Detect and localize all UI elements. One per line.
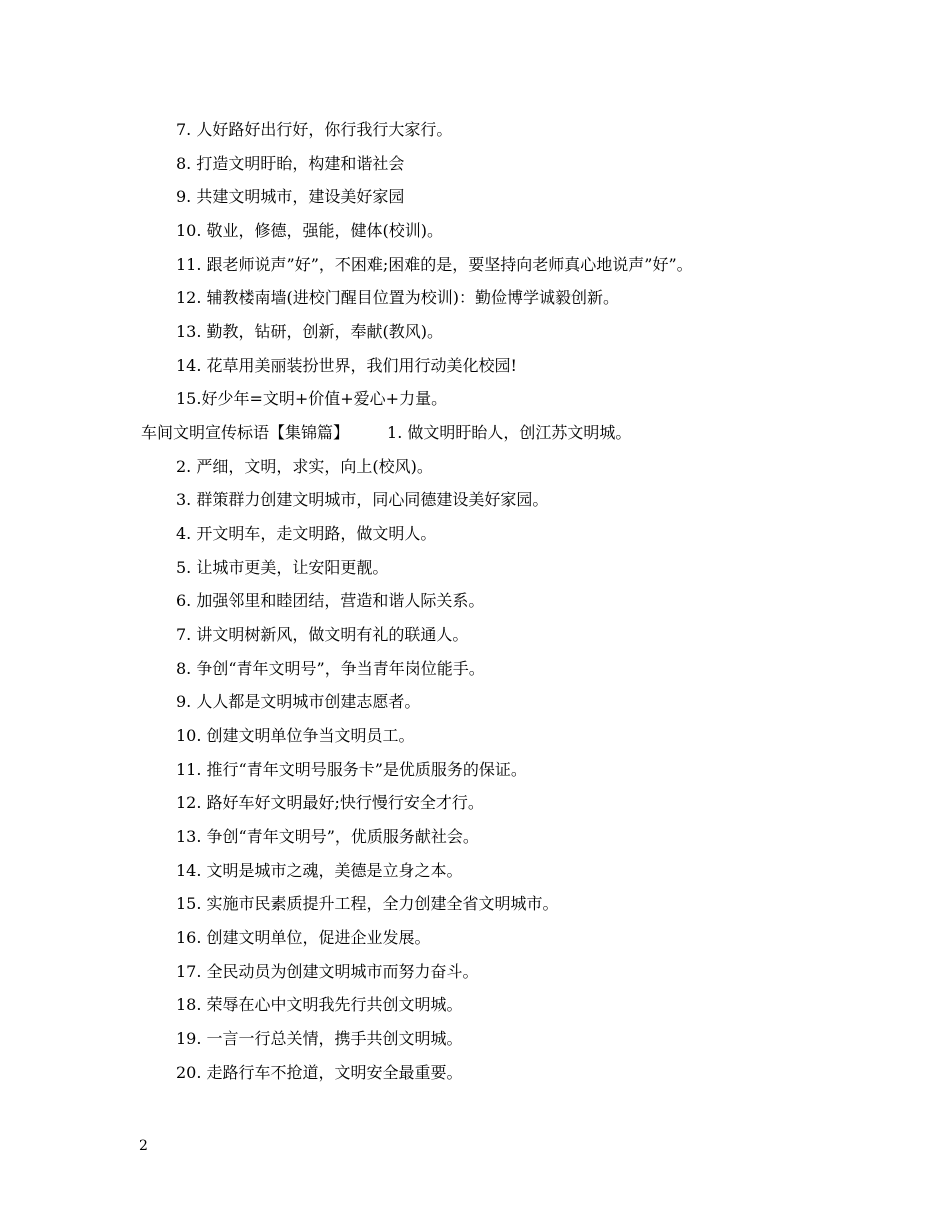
list-item: 11. 推行“青年文明号服务卡”是优质服务的保证。 (176, 760, 527, 779)
list-item: 2. 严细，文明，求实，向上(校风)。 (176, 457, 433, 476)
list-item: 18. 荣辱在心中文明我先行共创文明城。 (176, 995, 463, 1014)
list-item: 12. 路好车好文明最好;快行慢行安全才行。 (176, 793, 484, 812)
list-item: 9. 共建文明城市，建设美好家园 (176, 187, 405, 206)
list-item: 15. 实施市民素质提升工程，全力创建全省文明城市。 (176, 894, 559, 913)
list-item: 10. 敬业，修德，强能，健体(校训)。 (176, 221, 444, 240)
list-item: 14. 文明是城市之魂，美德是立身之本。 (176, 861, 463, 880)
section-heading-line (141, 423, 631, 443)
section-heading: 车间文明宣传标语【集锦篇】 (141, 423, 350, 442)
list-item: 9. 人人都是文明城市创建志愿者。 (176, 692, 421, 711)
list-item: 6. 加强邻里和睦团结，营造和谐人际关系。 (176, 591, 485, 610)
list-item: 11. 跟老师说声”好”，不困难;困难的是，要坚持向老师真心地说声”好”。 (176, 255, 693, 274)
list-item: 7. 人好路好出行好，你行我行大家行。 (176, 120, 453, 139)
list-item: 17. 全民动员为创建文明城市而努力奋斗。 (176, 962, 479, 981)
list-item: 3. 群策群力创建文明城市，同心同德建设美好家园。 (176, 490, 549, 509)
list-item: 5. 让城市更美，让安阳更靓。 (176, 558, 389, 577)
list-item: 13. 争创“青年文明号”，优质服务献社会。 (176, 827, 479, 846)
list-item: 15.好少年=文明+价值+爱心+力量。 (176, 389, 448, 408)
list-item: 8. 争创“青年文明号”，争当青年岗位能手。 (176, 659, 485, 678)
list-item: 12. 辅教楼南墙(进校门醒目位置为校训)：勤俭博学诚毅创新。 (176, 288, 620, 307)
list-item: 10. 创建文明单位争当文明员工。 (176, 726, 415, 745)
list-item: 19. 一言一行总关情，携手共创文明城。 (176, 1029, 463, 1048)
list-item: 1. 做文明盱眙人，创江苏文明城。 (387, 423, 632, 442)
page-number: 2 (139, 1138, 148, 1154)
list-item: 7. 讲文明树新风，做文明有礼的联通人。 (176, 625, 469, 644)
list-item: 14. 花草用美丽装扮世界，我们用行动美化校园! (176, 356, 517, 375)
list-item: 16. 创建文明单位，促进企业发展。 (176, 928, 431, 947)
list-item: 4. 开文明车，走文明路，做文明人。 (176, 524, 437, 543)
list-item: 8. 打造文明盱眙，构建和谐社会 (176, 154, 405, 173)
list-item: 13. 勤教，钻研，创新，奉献(教风)。 (176, 322, 444, 341)
list-item: 20. 走路行车不抢道，文明安全最重要。 (176, 1063, 463, 1082)
